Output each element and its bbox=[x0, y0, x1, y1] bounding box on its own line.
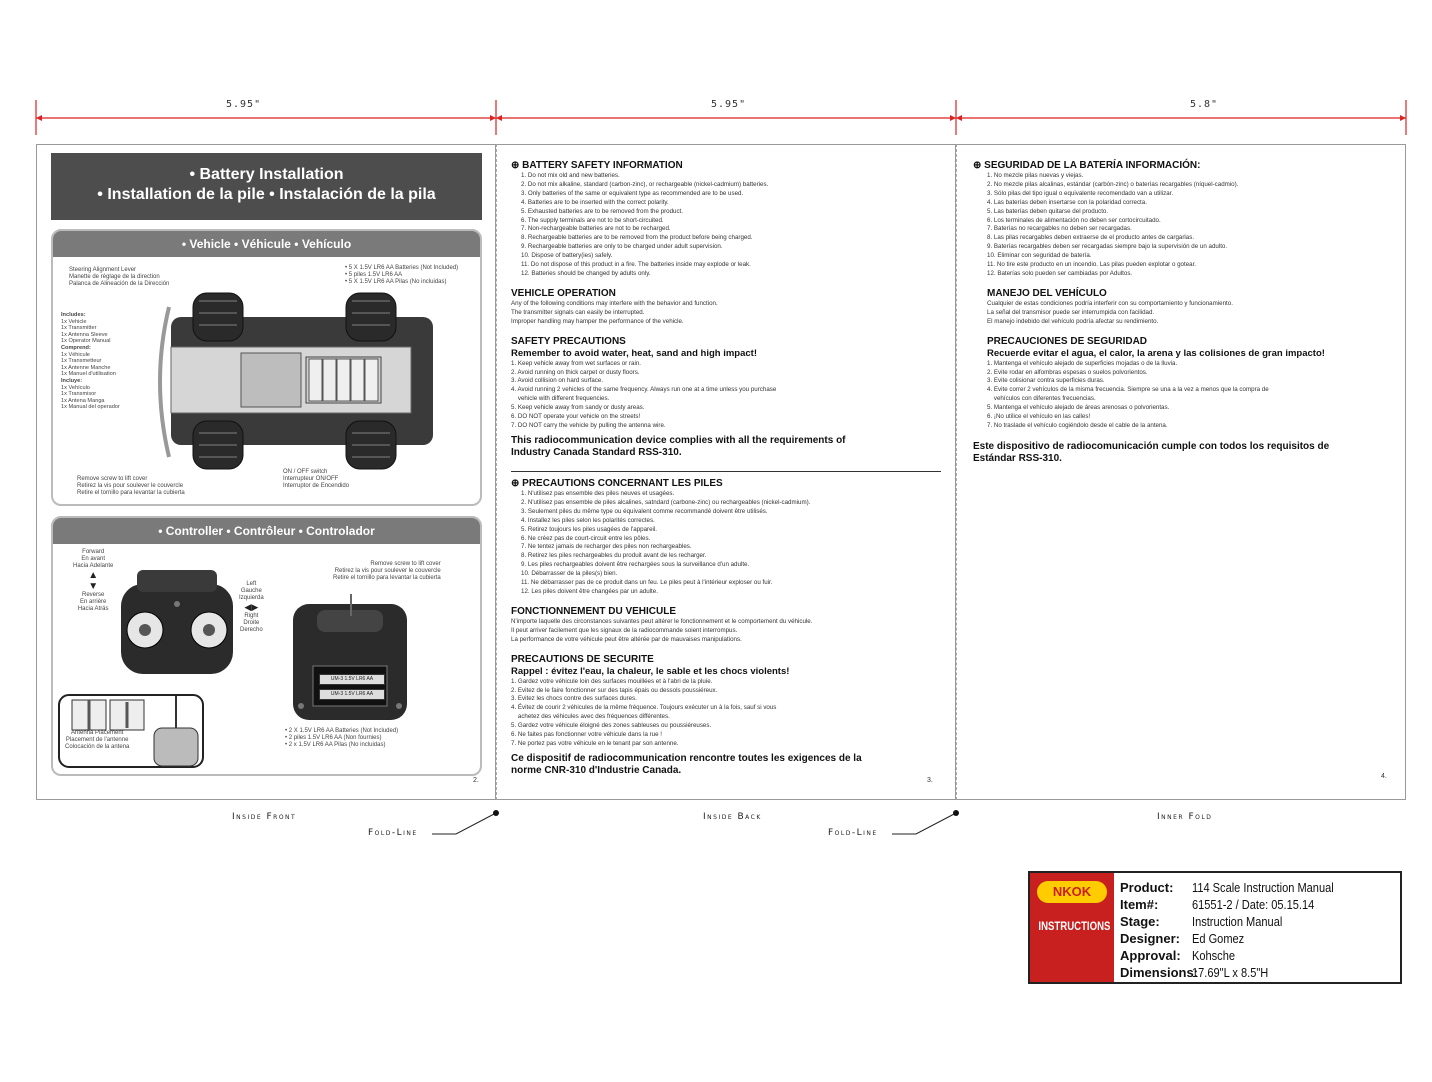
banner-title-line1: • Battery Installation bbox=[189, 166, 344, 183]
forward-label: Forward En avant Hacia Adelante ▲ ▼ Reverse En arrière Hacia Atrás bbox=[73, 549, 114, 612]
instructions-label: INSTRUCTIONS bbox=[1038, 919, 1111, 933]
controller-battery-cell: UM-3 1.5V LR6 AA bbox=[319, 674, 385, 685]
remove-screw-vehicle-label: Remove screw to lift cover Retirez la vis pour soulever le couvercle Retire el tornillo para levantar la cubierta bbox=[77, 476, 185, 496]
precautions-securite-title: PRECAUTIONS DE SECURITE bbox=[511, 653, 654, 665]
dimension-right: 5.8" bbox=[1190, 99, 1219, 110]
label-inner-fold: Inner Fold bbox=[1157, 812, 1213, 822]
controller-battery-cell: UM-3 1.5V LR6 AA bbox=[319, 689, 385, 700]
section-divider bbox=[511, 471, 941, 472]
precauciones-title: PRECAUCIONES DE SEGURIDAD bbox=[987, 335, 1148, 347]
safety-precautions-title: SAFETY PRECAUTIONS bbox=[511, 335, 626, 347]
vehicle-chassis-illustration bbox=[141, 287, 441, 477]
controller-section bbox=[51, 516, 482, 776]
title-block bbox=[1028, 871, 1402, 984]
fold-line-label: Fold-Line bbox=[368, 828, 418, 838]
vehicle-battery-label: • 5 X 1.5V LR6 AA Batteries (Not Included) • 5 piles 1.5V LR6 AA • 5 X 1.5V LR6 AA Pilas (No incluidas) bbox=[345, 265, 459, 285]
battery-safety-title: ⊕ BATTERY SAFETY INFORMATION bbox=[511, 160, 683, 171]
fold-line-pointers bbox=[420, 805, 980, 845]
remove-screw-controller-label: Remove screw to lift cover Retirez la vis pour soulever le couvercle Retire el tornillo para levantar la cubierta bbox=[333, 561, 441, 581]
controller-front-illustration bbox=[117, 564, 237, 684]
dimension-left: 5.95" bbox=[226, 99, 262, 110]
cnr-compliance-note: Ce dispositif de radiocommunication rencontre toutes les exigences de la norme CNR-310 d'Industrie Canada. bbox=[511, 752, 862, 776]
onoff-switch-label: ON / OFF switch Interrupteur ON/OFF Interruptor de Encendido bbox=[283, 469, 350, 489]
controller-header: • Controller • Contrôleur • Controlador bbox=[53, 518, 480, 544]
page-number: 3. bbox=[927, 777, 933, 784]
title-block-rows: Product: 114 Scale Instruction Manual Item#: 61551-2 / Date: 05.15.14 Stage: Instruction Manual Designer: Ed Gomez Approval: Kohsche Dimensions: 17.69"L x 8.5"H bbox=[1120, 880, 1334, 980]
spanish-section: ⊕ SEGURIDAD DE LA BATERÍA INFORMACIÓN: 1. No mezcle pilas nuevas y viejas. 2. No mezcle pilas alcalinas, estándar (carbón-zinc) o baterías recargables (níquel-cadmio). 3. Sólo pilas del tipo igual o equivalente recomendado van a utilizar. 4. Las baterías deben insertarse con la polaridad correcta. 5. Las baterías deben quitarse del producto. 6. Los terminales de alimentación no deben ser cortocircuitado. 7. Baterías no recargables no deben ser recargadas. 8. Las pilas recargables deben extraerse de el producto antes de cargarlas. 9. Baterías recargables deben ser recargadas siempre bajo la supervisión de un adulto. 10. Eliminar con seguridad de batería. 11. No tire este producto en un incendio. Las pilas pueden explotar o gotear. 12. Baterías solo pueden ser cambiadas por Adultos. MANEJO DEL VEHÍCULO Cualquier de estas condiciones podría interferir con su comportamiento y funcionamiento. La señal del transmisor puede ser interrumpida con facilidad. El manejo indebido del vehículo podría afectar su rendimiento. PRECAUCIONES DE SEGURIDAD Recuerde evitar el agua, el calor, la arena y las colisiones de gran impacto! 1. Mantenga el vehículo alejado de superficies mojadas o de la lluvia. 2. Evite rodar en alfombras espesas o suelos polvorientos. 3. Evite colisionar contra superficies duras. 4. Evite correr 2 vehículos de la misma frecuencia. Siempre se una a la vez a menos que la compra de vehículos con diferentes frecuencias. 5. Mantenga el vehículo alejado de áreas arenosas o polvorientas. 6. ¡No utilice el vehículo en las calles! 7. No traslade el vehículo cogiéndolo desde el cable de la antena. Este dispositivo de radiocomunicación cumple con todos los requisitos de Estándar RSS-310. bbox=[987, 159, 1397, 465]
french-battery-title: ⊕ PRECAUTIONS CONCERNANT LES PILES bbox=[511, 478, 723, 489]
controller-battery-label: • 2 X 1.5V LR6 AA Batteries (Not Included) • 2 piles 1.5V LR6 AA (Non fournies) • 2 x 1.5V LR6 AA Pilas (No incluidas) bbox=[285, 728, 399, 748]
battery-installation-banner bbox=[51, 153, 482, 220]
vehicle-operation-title: VEHICLE OPERATION bbox=[511, 287, 616, 299]
antenna-placement-label: Antenna Placement Placement de l'antenne Colocación de la antena bbox=[65, 730, 130, 750]
spanish-battery-title: ⊕ SEGURIDAD DE LA BATERÍA INFORMACIÓN: bbox=[973, 160, 1201, 171]
fold-line-label: Fold-Line bbox=[828, 828, 878, 838]
battery-safety-section: ⊕ BATTERY SAFETY INFORMATION 1. Do not mix old and new batteries. 2. Do not mix alkaline, standard (carbon-zinc), or rechargeable (nickel-cadmium) batteries. 3. Only batteries of the same or equivalent type as recommended are to be used. 4. Batteries are to be inserted with the correct polarity. 5. Exhausted batteries are to be removed from the product. 6. The supply terminals are not to be short-circuited. 7. Non-rechargeable batteries are not to be recharged. 8. Rechargeable batteries are to be removed from the product before being charged. 9. Rechargeable batteries are only to be charged under adult supervision. 10. Dispose of battery(ies) safely. 11. Do not dispose of this product in a fire. The batteries inside may explode or leak. 12. Batteries should be changed by adults only. VEHICLE OPERATION Any of the following conditions may interfere with the behavior and function. The transmitter signals can easily be interrupted. Improper handling may hamper the performance of the vehicle. SAFETY PRECAUTIONS Remember to avoid water, heat, sand and high impact! 1. Keep vehicle away from wet surfaces or rain. 2. Avoid running on thick carpet or dusty floors. 3. Avoid collision on hard surface. 4. Avoid running 2 vehicles of the same frequency. Always run one at a time unless you purchase vehicle with different frequencies. 5. Keep vehicle away from sandy or dusty areas. 6. DO NOT operate your vehicle on the streets! 7. DO NOT carry the vehicle by pulling the antenna wire. This radiocommunication device complies with all the requirements of Industry Canada Standard RSS-310. bbox=[511, 159, 951, 459]
manejo-title: MANEJO DEL VEHÍCULO bbox=[987, 287, 1107, 299]
rss-compliance-note: This radiocommunication device complies with all the requirements of Industry Canada Standard RSS-310. bbox=[511, 434, 846, 458]
panel-inner-fold bbox=[956, 144, 1406, 800]
steering-direction-labels: Left Gauche Izquierda ◀▶ Right Droite Derecho bbox=[239, 581, 264, 633]
page-number: 2. bbox=[473, 777, 479, 784]
fonctionnement-title: FONCTIONNEMENT DU VEHICULE bbox=[511, 605, 676, 617]
controller-back-illustration bbox=[287, 594, 413, 724]
label-inside-back: Inside Back bbox=[703, 812, 762, 822]
vehicle-header: • Vehicle • Véhicule • Vehículo bbox=[53, 231, 480, 257]
vehicle-section bbox=[51, 229, 482, 506]
panel-inside-front bbox=[36, 144, 496, 800]
banner-title-line2: • Installation de la pile • Instalación de la pila bbox=[97, 186, 436, 203]
label-inside-front: Inside Front bbox=[232, 812, 297, 822]
includes-list: Includes: 1x Vehicle 1x Transmitter 1x Antenna Sleeve 1x Operator Manual Comprend: 1x Véhicule 1x Transmetteur 1x Antenne Manche 1x Manuel d'utilisation Incluye: 1x Vehículo 1x Transmisor 1x Antena Manga 1x Manual del operador bbox=[61, 312, 120, 411]
page-number: 4. bbox=[1381, 773, 1387, 780]
rss-compliance-note-es: Este dispositivo de radiocomunicación cumple con todos los requisitos de Estándar RSS-310. bbox=[973, 440, 1330, 464]
dimension-middle: 5.95" bbox=[711, 99, 747, 110]
panel-inside-back bbox=[496, 144, 956, 800]
instructions-badge bbox=[1030, 873, 1114, 982]
steering-label: Steering Alignment Lever Manette de réglage de la direction Palanca de Alineación de la Dirección bbox=[69, 267, 170, 287]
french-precautions-section: ⊕ PRECAUTIONS CONCERNANT LES PILES 1. N'utilisez pas ensemble des piles neuves et usagées. 2. N'utilisez pas ensemble de piles alcalines, satndard (carbone-zinc) ou rechargeables (nickel-cadmium). 3. Seulement piles du même type ou équivalent comme recommandé doivent être utilisés. 4. Installez les piles selon les polarités correctes. 5. Retirez toujours les piles usagées de l'appareil. 6. Ne créez pas de court-circuit entre les pôles. 7. Ne tentez jamais de recharger des piles non rechargeables. 8. Retirez les piles rechargeables du produit avant de les recharger. 9. Les piles rechargeables doivent être rechargées sous la surveillance d'un adulte. 10. Débarrasser de la piles(s) bien. 11. Ne débarrasser pas de ce produit dans un feu. Le piles peut à l'intérieur exploser ou fuir. 12. Les piles doivent être changées par un adulte. FONCTIONNEMENT DU VEHICULE N'importe laquelle des circonstances suivantes peut altérer le fonctionnement et le comportement du véhicule. Il peut arriver facilement que les signaux de la radiocommande soient interrompus. La performance de votre véhicule peut être altérée par de mauvaises manipulations. PRECAUTIONS DE SECURITE Rappel : évitez l'eau, la chaleur, le sable et les chocs violents! 1. Gardez votre véhicule loin des surfaces mouillées et à l'abri de la pluie. 2. Evitez de le faire fonctionner sur des tapis épais ou dessols poussiéreux. 3. Evitez les chocs contre des surfaces dures. 4. Évitez de courir 2 véhicules de la même fréquence. Toujours exécuter un à la fois, sauf si vous achetez des véhicules avec des fréquences différentes. 5. Gardez votre véhicule éloigné des zones sableuses ou poussiéreuses. 6. Ne faites pas fonctionner votre véhicule dans la rue ! 7. Ne portez pas votre véhicule en le tenant par son antenne. Ce dispositif de radiocommunication rencontre toutes les exigences de la norme CNR-310 d'Industrie Canada. bbox=[511, 477, 951, 777]
nkok-logo: NKOK bbox=[1037, 881, 1107, 903]
